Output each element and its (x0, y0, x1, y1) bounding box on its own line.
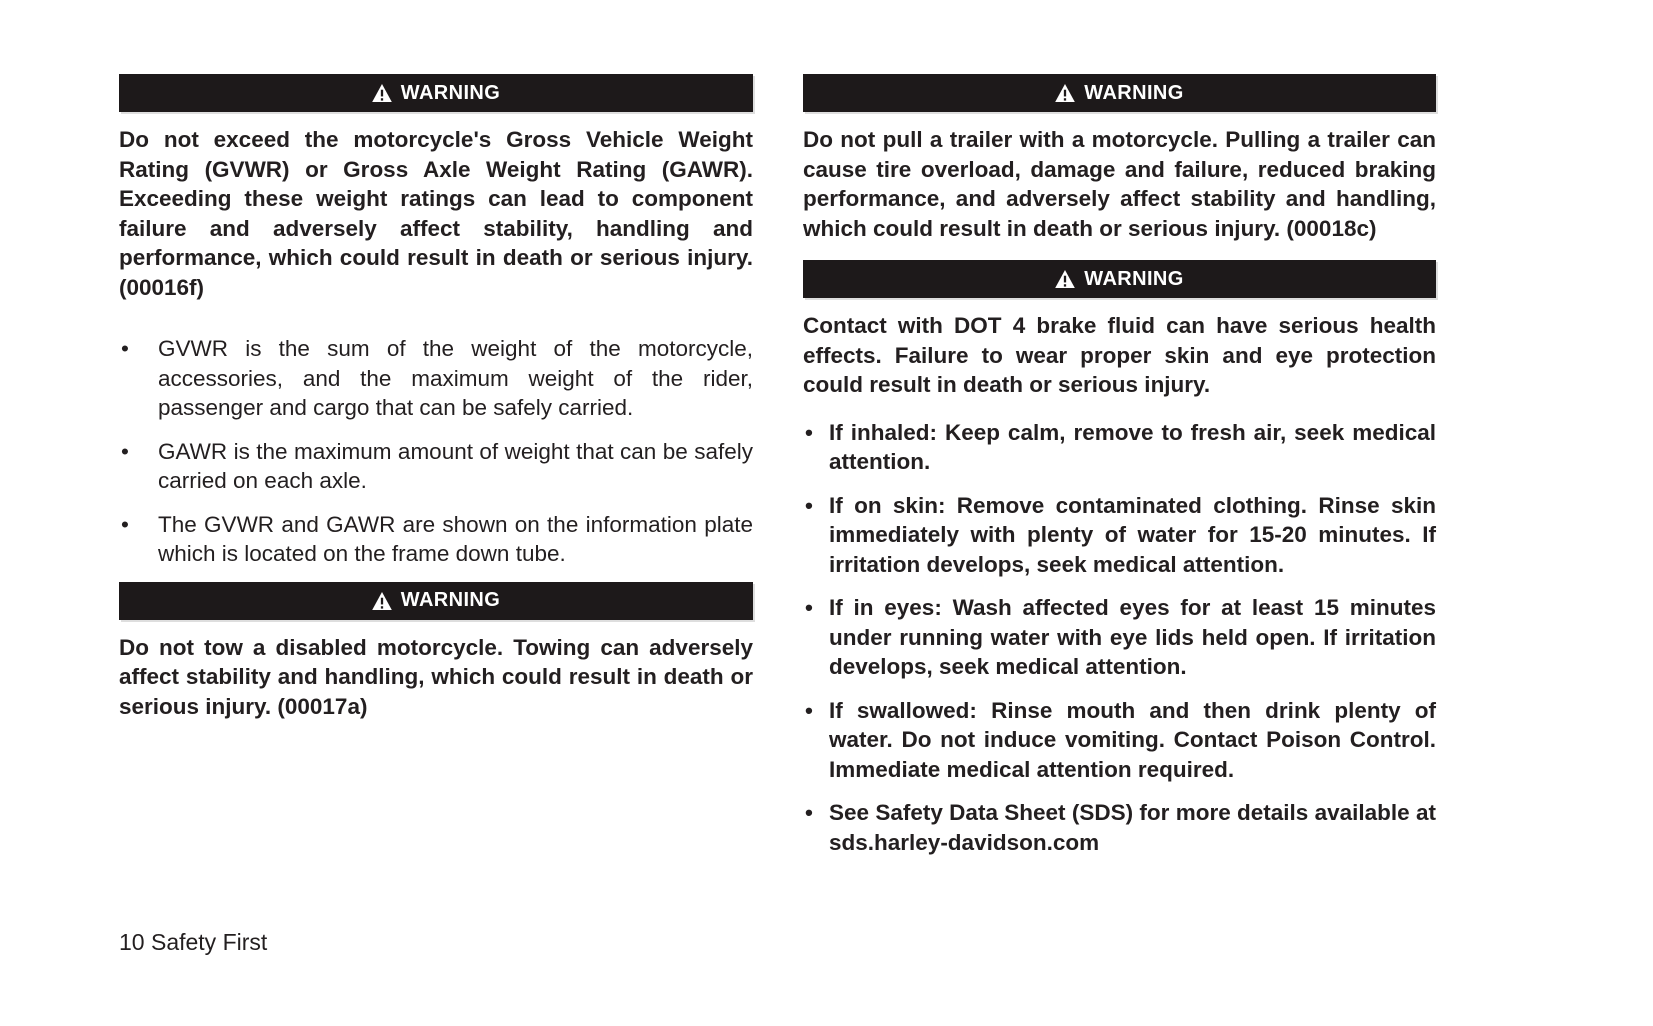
warning-banner-title: WARNING (1084, 81, 1184, 104)
warning-banner-towing (119, 582, 753, 620)
bullet-item: • If swallowed: Rinse mouth and then drink plenty of water. Do not induce vomiting. Contact Poison Control. Immediate medical attention required. (803, 696, 1436, 785)
warning-paragraph-towing: Do not tow a disabled motorcycle. Towing can adversely affect stability and handling, which could result in death or serious injury. (00017a) (119, 634, 753, 719)
warning-triangle-icon (1055, 270, 1075, 288)
bullet-item: • If in eyes: Wash affected eyes for at least 15 minutes under running water with eye lids held open. If irritation develops, seek medical attention. (803, 593, 1436, 682)
left-column (119, 74, 753, 721)
gvwr-bullet-list (119, 334, 753, 569)
warning-banner-title: WARNING (400, 589, 501, 611)
warning-paragraph-gvwr: Do not exceed the motorcycle's Gross Vehicle Weight Rating (GVWR) or Gross Axle Weight Rating (GAWR). Exceeding these weight ratings can lead to component failure and adversely affect stability, handling and performance, which could result in death or serious injury. (00016f) (119, 127, 753, 300)
bullet-item: • See Safety Data Sheet (SDS) for more details available at sds.harley-davidson.com (803, 798, 1436, 857)
page-footer: 10 Safety First (119, 929, 268, 955)
bullet-item: • GVWR is the sum of the weight of the motorcycle, accessories, and the maximum weight of the rider, passenger and cargo that can be safely carried. (119, 334, 753, 423)
warning-banner-gvwr (119, 74, 753, 112)
bullet-item: • The GVWR and GAWR are shown on the information plate which is located on the frame down tube. (119, 510, 753, 569)
warning-triangle-icon (372, 84, 392, 102)
warning-triangle-icon (1055, 84, 1075, 102)
warning-banner-title: WARNING (400, 81, 501, 104)
warning-banner-brake-fluid (803, 260, 1436, 298)
warning-banner-title: WARNING (1084, 267, 1184, 290)
brake-fluid-bullet-list (803, 418, 1436, 858)
bullet-item: • If on skin: Remove contaminated clothing. Rinse skin immediately with plenty of water for 15-20 minutes. If irritation develops, seek medical attention. (803, 491, 1436, 580)
warning-banner-trailer (803, 74, 1436, 112)
warning-paragraph-trailer: Do not pull a trailer with a motorcycle. Pulling a trailer can cause tire overload, damage and failure, reduced braking performance, and adversely affect stability and handling, which could result in death or serious injury. (00018c) (803, 127, 1436, 241)
bullet-item: • GAWR is the maximum amount of weight that can be safely carried on each axle. (119, 437, 753, 496)
right-column (803, 74, 1436, 857)
bullet-item: • If inhaled: Keep calm, remove to fresh air, seek medical attention. (803, 418, 1436, 477)
warning-triangle-icon (372, 592, 392, 610)
warning-paragraph-brake-fluid: Contact with DOT 4 brake fluid can have serious health effects. Failure to wear proper skin and eye protection could result in death or serious injury. (803, 313, 1436, 397)
